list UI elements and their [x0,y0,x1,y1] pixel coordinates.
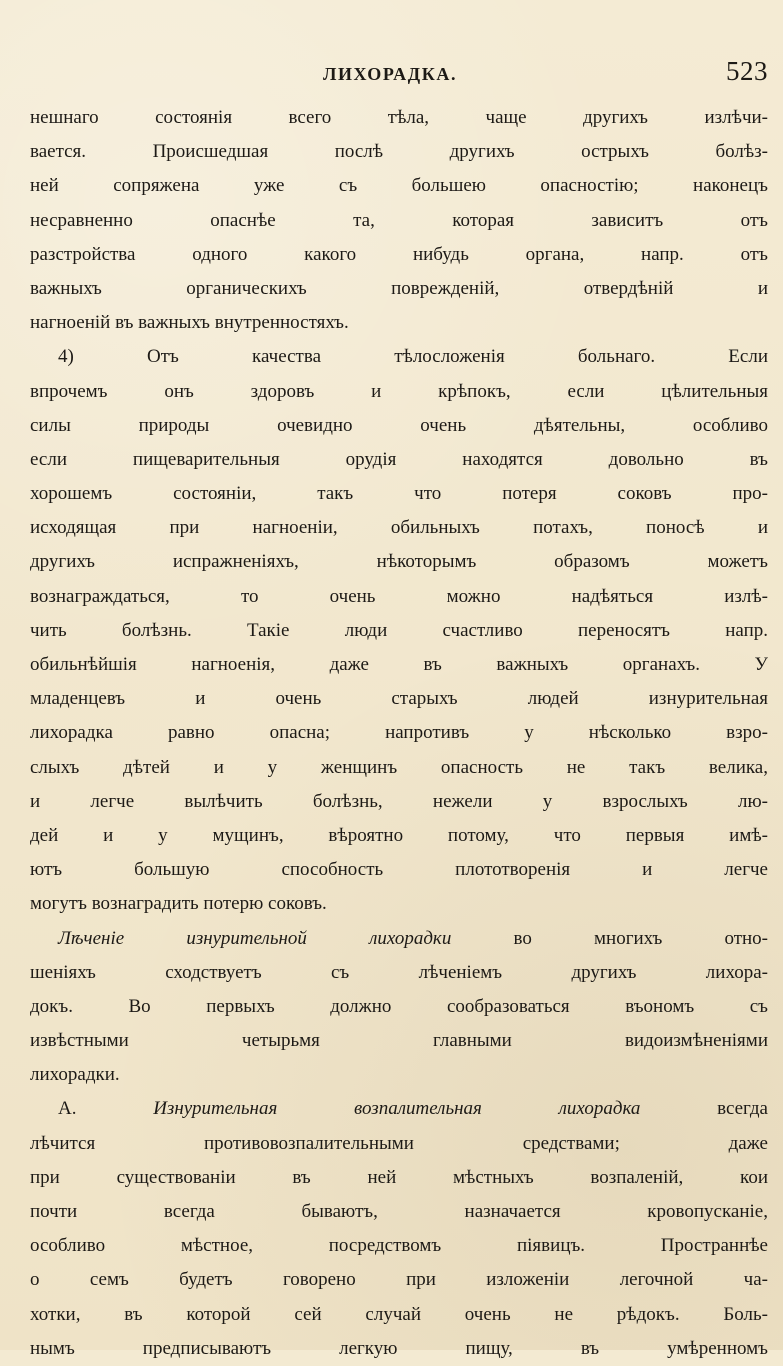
text-line: хотки, въ которой сей случай очень не рѣдокъ. Боль- [30,1303,768,1325]
text-line: нагноеній въ важныхъ внутренностяхъ. [30,312,349,334]
page-number: 523 [726,56,768,86]
text-line: важныхъ органическихъ поврежденій, отвердѣній и [30,277,768,299]
text-line: несравненно опаснѣе та, которая зависитъ отъ [30,209,768,231]
section-a-prefix: А. [58,1098,154,1120]
section-a-rest: всегда [640,1098,768,1120]
body-text [30,101,768,1366]
text-line: разстройства одного какого нибудь органа, напр. отъ [30,243,768,265]
text-line: ней сопряжена уже съ большею опасностію; наконецъ [30,175,768,197]
text-line: о семъ будетъ говорено при изложеніи легочной ча- [30,1269,768,1291]
text-line: лихорадки. [30,1064,120,1086]
text-line: если пищеварительныя орудія находятся довольно въ [30,448,768,470]
text-line: чить болѣзнь. Такіе люди счастливо переносятъ напр. [30,619,768,641]
treatment-heading-rest: во многихъ отно- [451,927,768,949]
text-line: вается. Происшедшая послѣ другихъ острыхъ болѣз- [30,141,768,163]
text-line: шеніяхъ сходствуетъ съ лѣченіемъ другихъ лихора- [30,961,768,983]
text-line: особливо мѣстное, посредствомъ піявицъ. Пространнѣе [30,1235,768,1257]
text-line: хорошемъ состояніи, такъ что потеря соковъ про- [30,483,768,505]
text-line: извѣстными четырьмя главными видоизмѣненіями [30,1030,768,1052]
text-line: исходящая при нагноеніи, обильныхъ потахъ, поносѣ и [30,517,768,539]
text-line: вознаграждаться, то очень можно надѣяться излѣ- [30,585,768,607]
text-line: младенцевъ и очень старыхъ людей изнурительная [30,688,768,710]
text-line: лихорадка равно опасна; напротивъ у нѣсколько взро- [30,722,768,744]
text-line: впрочемъ онъ здоровъ и крѣпокъ, если цѣлительныя [30,380,768,402]
text-line: лѣчится противовозпалительными средствами; даже [30,1132,768,1154]
treatment-heading-italic: Лѣченіе изнурительной лихорадки [58,927,452,949]
text-line: при существованіи въ ней мѣстныхъ возпаленій, кои [30,1166,768,1188]
text-line: нымъ предписываютъ легкую пищу, въ умѣренномъ [30,1337,768,1359]
text-line: слыхъ дѣтей и у женщинъ опасность не такъ велика, [30,756,768,778]
text-line: другихъ испражненіяхъ, нѣкоторымъ образомъ можетъ [30,551,768,573]
text-line: и легче вылѣчить болѣзнь, нежели у взрослыхъ лю- [30,790,768,812]
text-line: докъ. Во первыхъ должно сообразоваться въономъ съ [30,995,768,1017]
section-a-italic: Изнурительная возпалительная лихорадка [153,1098,641,1120]
section-a-heading-line [30,1092,768,1126]
text-line: могутъ вознаградить потерю соковъ. [30,893,327,915]
text-line: дей и у мущинъ, вѣроятно потому, что первыя имѣ- [30,824,768,846]
text-line: ютъ большую способность плототворенія и легче [30,859,768,881]
text-line: обильнѣйшія нагноенія, даже въ важныхъ органахъ. У [30,654,768,675]
text-line: силы природы очевидно очень дѣятельны, особливо [30,414,768,436]
running-title: ЛИХОРАДКА. [322,64,458,84]
text-line: нешнаго состоянія всего тѣла, чаще другихъ излѣчи- [30,107,768,128]
page-header [30,56,768,94]
paragraph-start-line: 4) Отъ качества тѣлосложенія больнаго. Если [58,346,768,368]
treatment-heading-line [30,922,768,956]
text-line: почти всегда бываютъ, назначается кровопусканіе, [30,1201,768,1222]
